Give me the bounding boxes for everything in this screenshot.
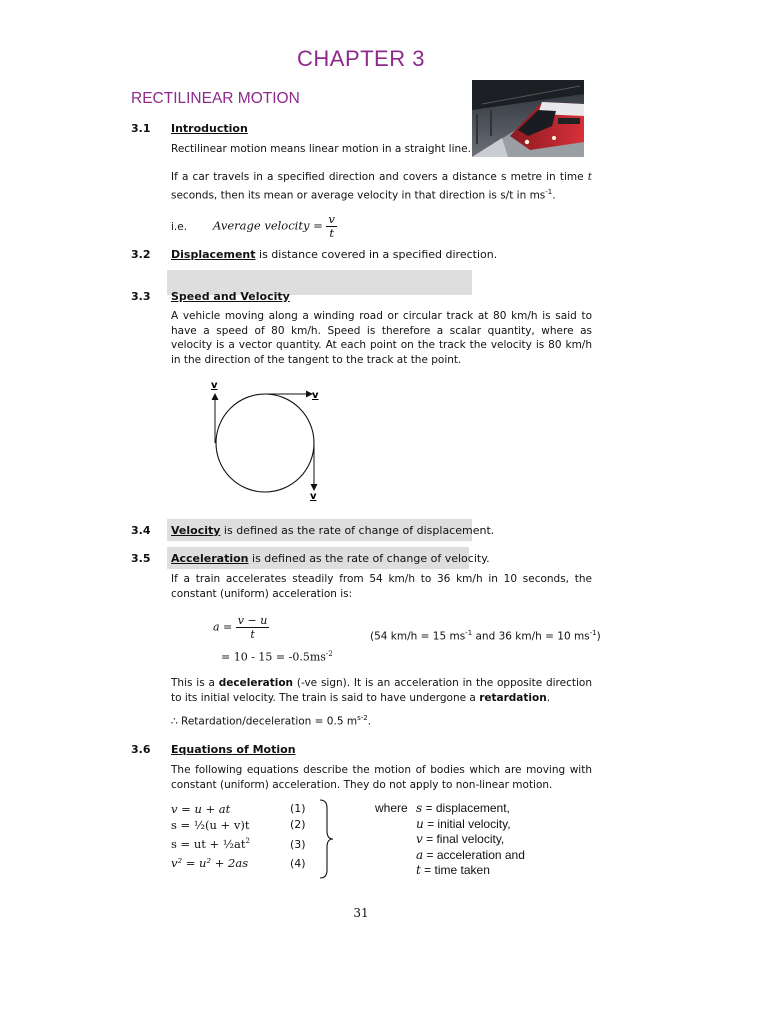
page-number: 31	[353, 906, 369, 920]
label-right-v: v	[312, 390, 319, 401]
intro-paragraph: Rectilinear motion means linear motion in a straight line.	[171, 143, 471, 155]
definition-s: s = displacement,	[416, 801, 510, 815]
average-velocity-paragraph: If a car travels in a specified direction and covers a distance s metre in time t seconds, then its mean or average velocity in that direction is s/t in $ms^{-1}$.	[171, 171, 593, 202]
equation-3: s = ut + $\frac{1}{2}at^2$	[171, 837, 250, 851]
velocity-definition: Velocity is defined as the rate of change of displacement.	[171, 524, 495, 537]
equation-4: v² = u² + 2as	[171, 856, 249, 870]
definition-v: v = final velocity,	[416, 832, 505, 846]
equation-1: v = u + at	[171, 802, 231, 816]
speed-velocity-paragraph: A vehicle moving along a winding road or circular track at 80 km/h is said to have a speed of 80 km/h. Speed is therefore a scalar quantity, where as velocity is a vector quantity. At each point on the track the velocity is 80 km/h in the direction of the tangent to the track at the point.	[171, 310, 592, 366]
average-velocity-formula: Average velocity = $\frac{v}{t}$	[213, 212, 335, 240]
equations-paragraph: The following equations describe the motion of bodies which are moving with constant (uniform) acceleration. They do not apply to non-linear motion.	[171, 764, 592, 791]
chapter-heading: CHAPTER 3	[297, 46, 425, 71]
section-heading-speed-velocity: Speed and Velocity	[171, 290, 290, 303]
track-circle	[216, 394, 314, 492]
definition-t: t = time taken	[416, 863, 490, 877]
circular-track-diagram	[204, 378, 334, 504]
equation-2-number: (2)	[290, 818, 306, 831]
section-number-3-4: 3.4	[131, 524, 151, 537]
train-acceleration-paragraph: If a train accelerates steadily from 54 km/h to 36 km/h in 10 seconds, the constant (uniform) acceleration is:	[171, 573, 592, 600]
section-number-3-3: 3.3	[131, 290, 151, 303]
acceleration-definition: Acceleration is defined as the rate of change of velocity.	[171, 552, 490, 565]
unit-conversion-note: (54 km/h = 15 $ms^{-1}$ and 36 km/h = 10 $ms^{-1}$)	[370, 629, 601, 643]
label-top-v: v	[211, 380, 218, 391]
equation-4-number: (4)	[290, 857, 306, 870]
where-label: where	[375, 801, 408, 815]
section-number-3-2: 3.2	[131, 248, 151, 261]
definition-a: a = acceleration and	[416, 847, 525, 862]
acceleration-result: = $10 - 15 = -0.5ms^{-2}$	[221, 650, 333, 664]
acceleration-formula: a = $\frac{v - u}{t}$	[213, 614, 268, 641]
section-number-3-6: 3.6	[131, 743, 151, 756]
retardation-result: ∴ Retardation/deceleration = 0.5 $m^{s-2}$.	[171, 714, 372, 728]
deceleration-paragraph: This is a deceleration (-ve sign). It is an acceleration in the opposite direction to its initial velocity. The train is said to have undergone a retardation.	[171, 677, 592, 704]
equation-3-number: (3)	[290, 838, 306, 851]
chapter-title: RECTILINEAR MOTION	[131, 90, 300, 107]
label-bottom-v: v	[310, 491, 317, 502]
ie-label: i.e.	[171, 221, 188, 233]
section-heading-equations: Equations of Motion	[171, 743, 296, 756]
curly-brace	[318, 798, 336, 880]
equation-2: s = ½(u + v)t	[171, 818, 250, 832]
section-number-3-5: 3.5	[131, 552, 151, 565]
section-number-3-1: 3.1	[131, 122, 151, 135]
definition-u: u = initial velocity,	[416, 816, 511, 831]
displacement-definition: Displacement is distance covered in a specified direction.	[171, 248, 498, 261]
equation-1-number: (1)	[290, 802, 306, 815]
section-heading-introduction: Introduction	[171, 122, 248, 135]
